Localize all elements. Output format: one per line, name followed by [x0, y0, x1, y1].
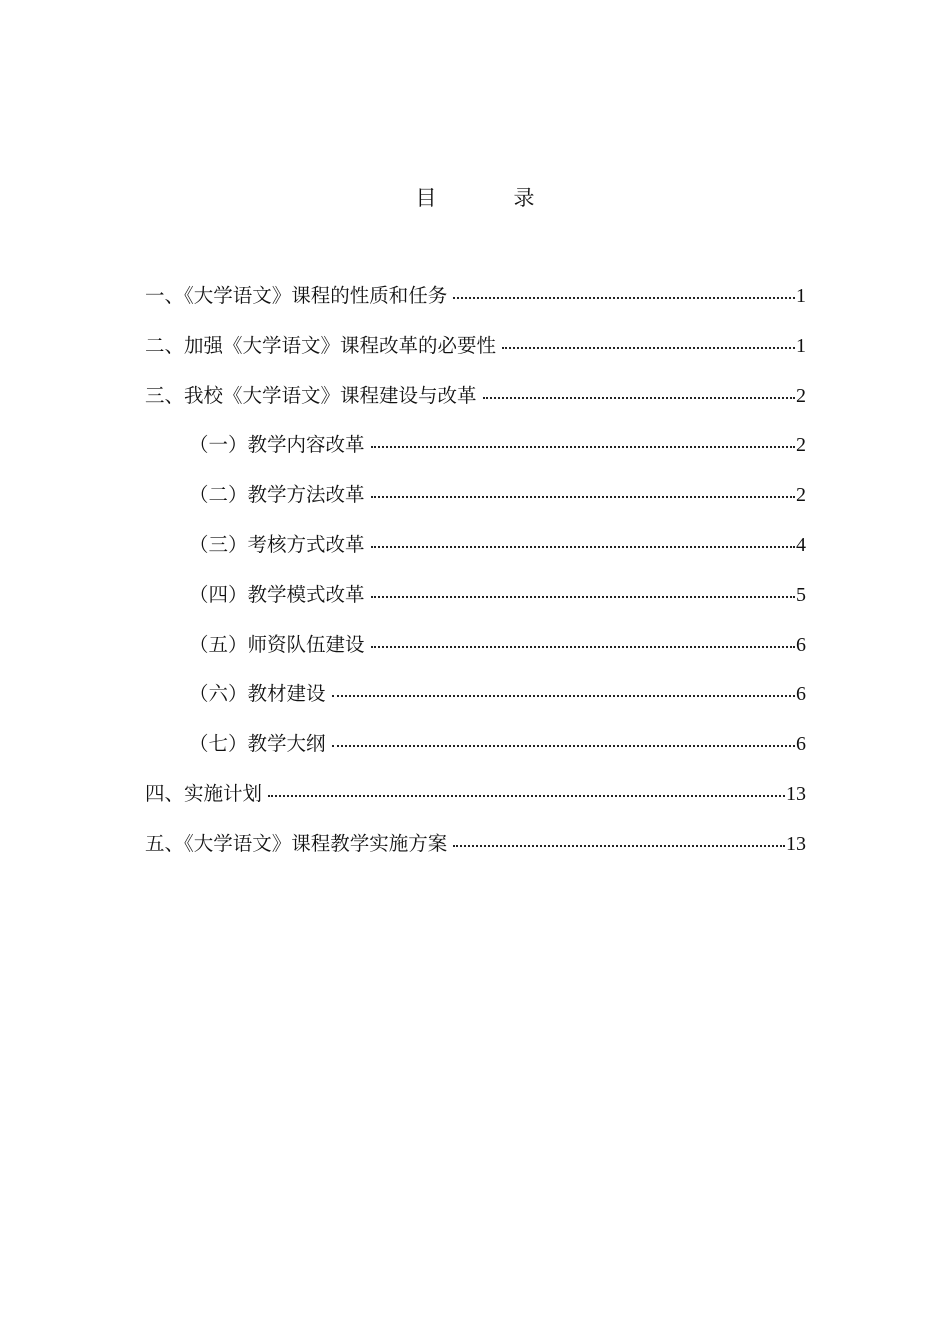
toc-entry-page: 5	[796, 583, 806, 606]
toc-entry-5[interactable]	[145, 828, 806, 878]
toc-entry-label: （一）教学内容改革	[189, 433, 365, 457]
dot-leader	[268, 795, 785, 797]
toc-entry-page: 6	[796, 733, 806, 756]
toc-entry-page: 4	[796, 533, 806, 556]
toc-entry-label: 五、《大学语文》课程教学实施方案	[145, 831, 448, 855]
dot-leader	[371, 596, 795, 598]
toc-entry-page: 2	[796, 484, 806, 507]
toc-entry-3-6[interactable]	[145, 678, 806, 728]
toc-entry-page: 13	[786, 782, 806, 805]
dot-leader	[371, 646, 795, 648]
toc-entry-label: 四、实施计划	[145, 781, 263, 805]
toc-entry-3-3[interactable]	[145, 529, 806, 579]
dot-leader	[371, 546, 795, 548]
toc-entry-label: （七）教学大纲	[189, 732, 326, 756]
toc-entry-label: （二）教学方法改革	[189, 483, 365, 507]
dot-leader	[332, 745, 795, 747]
toc-entry-label: 一、《大学语文》课程的性质和任务	[145, 284, 448, 307]
toc-entry-3-2[interactable]	[145, 479, 806, 529]
toc-entry-page: 6	[796, 683, 806, 706]
dot-leader	[371, 496, 795, 498]
toc-entry-page: 2	[796, 434, 806, 457]
toc-entry-label: 二、加强《大学语文》课程改革的必要性	[145, 333, 497, 357]
dot-leader	[453, 845, 785, 847]
dot-leader	[371, 446, 795, 448]
toc-entry-label: （三）考核方式改革	[189, 532, 365, 556]
toc-entry-label: 三、我校《大学语文》课程建设与改革	[145, 383, 477, 407]
dot-leader	[453, 297, 795, 299]
toc-entry-3-4[interactable]	[145, 579, 806, 629]
toc-entry-label: （五）师资队伍建设	[189, 632, 365, 656]
toc-entry-page: 1	[796, 285, 806, 307]
toc-entry-3-7[interactable]	[145, 728, 806, 778]
dot-leader	[483, 397, 795, 399]
toc-entry-4[interactable]	[145, 778, 806, 828]
dot-leader	[332, 695, 795, 697]
toc-entry-1[interactable]	[145, 280, 806, 330]
toc-entry-label: （六）教材建设	[189, 682, 326, 706]
table-of-contents	[145, 280, 806, 878]
toc-entry-page: 6	[796, 633, 806, 656]
toc-entry-2[interactable]	[145, 330, 806, 380]
toc-entry-label: （四）教学模式改革	[189, 582, 365, 606]
toc-entry-page: 13	[786, 832, 806, 855]
toc-entry-3-1[interactable]	[145, 429, 806, 479]
toc-entry-page: 2	[796, 384, 806, 407]
toc-entry-3[interactable]	[145, 380, 806, 430]
toc-entry-3-5[interactable]	[145, 629, 806, 679]
toc-title: 目 录	[415, 186, 563, 210]
dot-leader	[502, 347, 795, 349]
toc-entry-page: 1	[796, 334, 806, 357]
